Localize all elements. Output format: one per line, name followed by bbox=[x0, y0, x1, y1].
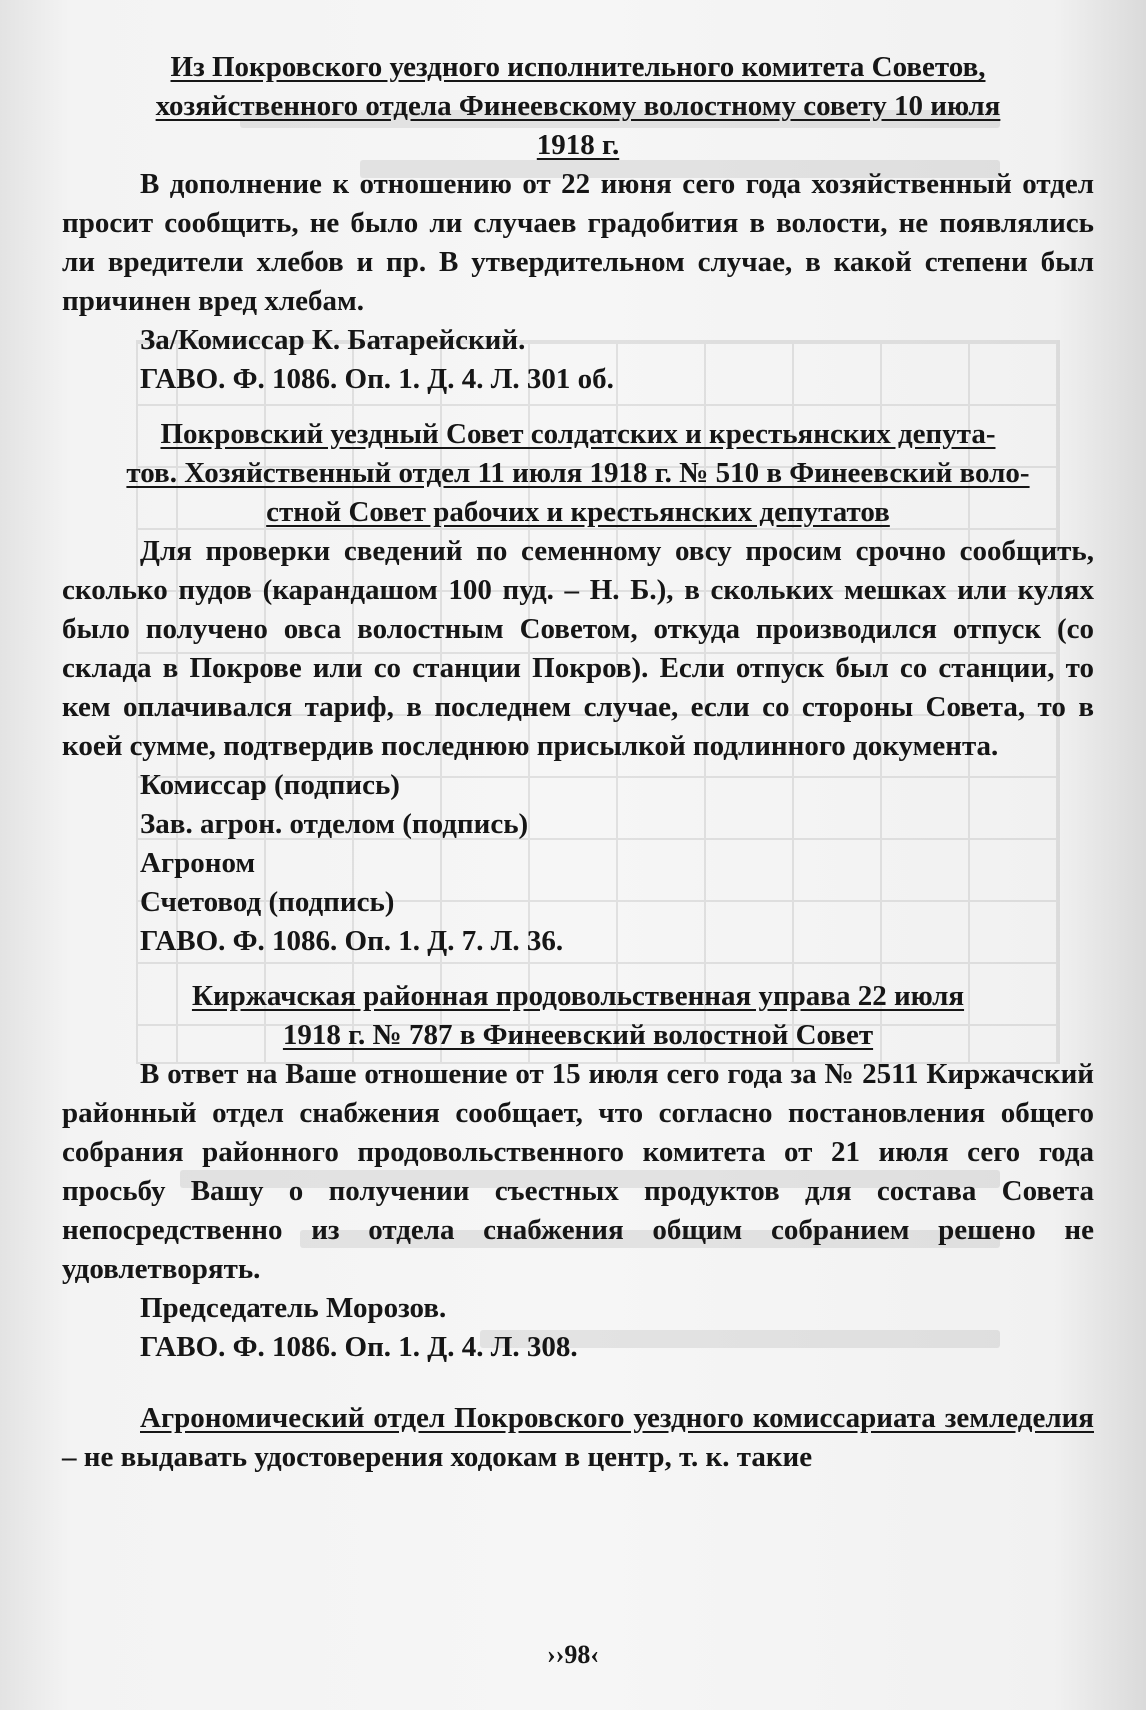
entry-signature: Председатель Морозов. bbox=[140, 1292, 447, 1324]
entry-signature: Комиссар (подпись) bbox=[140, 769, 400, 801]
entry-body: В дополнение к отношению от 22 июня сего года хозяйственный отдел просит сообщить, не было ли случаев градобития в волости, не появлялись ли вредители хлебов и пр. В утвердительном случае, в какой степени был причинен вред хлебам. bbox=[62, 168, 1094, 317]
entry-body bbox=[62, 1399, 1094, 1477]
page-number-mark-left: ›› bbox=[547, 1640, 565, 1669]
entry-heading-line: хозяйственного отдела Финеевскому волостному совету 10 июля bbox=[155, 90, 1001, 122]
entry-signature: Агроном bbox=[140, 847, 256, 879]
entry-heading-line: Киржачская районная продовольственная управа 22 июля bbox=[191, 980, 965, 1012]
entry-heading-line: Покровский уездный Совет солдатских и крестьянских депута- bbox=[160, 418, 996, 450]
entry-signature: За/Комиссар К. Батарейский. bbox=[140, 324, 526, 356]
entry-body: В ответ на Ваше отношение от 15 июля сего года за № 2511 Киржачский районный отдел снабжения сообщает, что согласно постановления общего собрания районного продовольственного комитета от 21 июля сего года просьбу Вашу о получении съестных продуктов для состава Совета непосредственно из отдела снабжения общим собранием решено не удовлетворять. bbox=[62, 1058, 1094, 1285]
page-number-value: 98 bbox=[564, 1640, 591, 1669]
entry-body-text: – не выдавать удостоверения ходокам в центр, т. к. такие bbox=[62, 1441, 813, 1473]
section-spacer bbox=[62, 961, 1094, 977]
section-spacer bbox=[62, 399, 1094, 415]
document-entry-4 bbox=[62, 1399, 1094, 1477]
entry-body: Для проверки сведений по семенному овсу просим срочно сообщить, сколько пудов (карандашом 100 пуд. – Н. Б.), в скольких мешках или кулях было получено овса волостным Советом, откуда производился отпуск (со склада в Покрове или со станции Покров). Если отпуск был со станции, то кем оплачивался тариф, в последнем случае, если со стороны Совета, то в коей сумме, подтвердив последнюю присылкой подлинного документа. bbox=[62, 535, 1094, 762]
page-content bbox=[62, 48, 1094, 1477]
document-entry-3 bbox=[62, 977, 1094, 1367]
archive-reference: ГАВО. Ф. 1086. Оп. 1. Д. 4. Л. 301 об. bbox=[140, 363, 614, 395]
entry-heading-inline: Агрономический отдел Покровского уездного комиссариата земледелия bbox=[140, 1402, 1094, 1434]
entry-heading-line: Из Покровского уездного исполнительного комитета Советов, bbox=[170, 51, 986, 83]
archive-reference: ГАВО. Ф. 1086. Оп. 1. Д. 4. Л. 308. bbox=[140, 1331, 578, 1363]
page-number-mark-right: ‹ bbox=[590, 1640, 599, 1669]
entry-heading-line: стной Совет рабочих и крестьянских депутатов bbox=[266, 496, 890, 528]
page-number bbox=[0, 1640, 1146, 1670]
entry-signature: Зав. агрон. отделом (подпись) bbox=[140, 808, 529, 840]
document-entry-2 bbox=[62, 415, 1094, 961]
entry-signature: Счетовод (подпись) bbox=[140, 886, 395, 918]
archive-reference: ГАВО. Ф. 1086. Оп. 1. Д. 7. Л. 36. bbox=[140, 925, 564, 957]
section-spacer bbox=[62, 1367, 1094, 1399]
entry-heading-line: 1918 г. bbox=[536, 129, 620, 161]
entry-heading-line: 1918 г. № 787 в Финеевский волостной Совет bbox=[282, 1019, 874, 1051]
entry-heading-line: тов. Хозяйственный отдел 11 июля 1918 г. № 510 в Финеевский воло- bbox=[126, 457, 1030, 489]
document-entry-1 bbox=[62, 48, 1094, 399]
